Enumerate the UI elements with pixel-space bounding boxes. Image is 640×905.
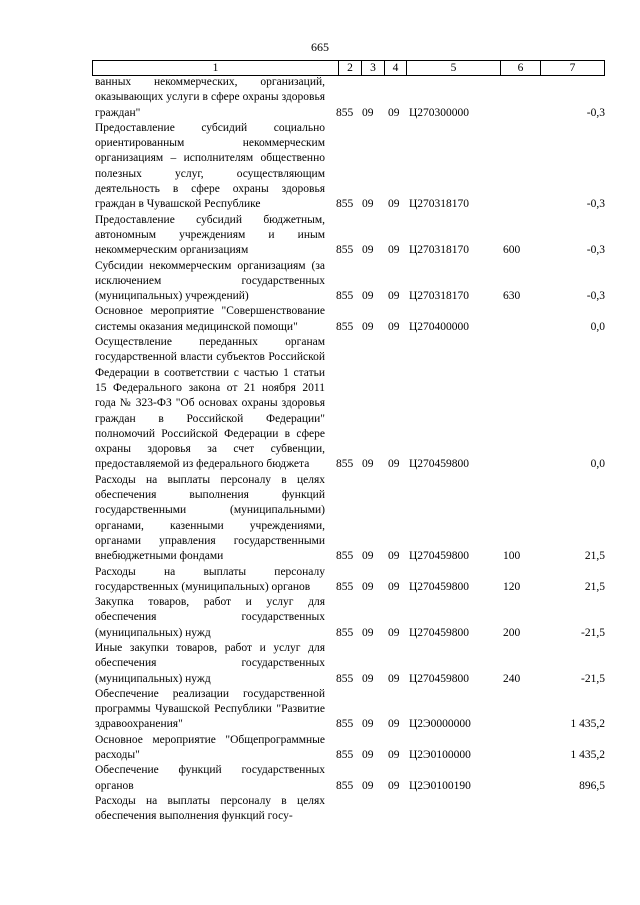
row-target-code: Ц270318170 [409, 198, 470, 211]
row-subsection-code-2: 09 [388, 106, 400, 119]
row-target-code: Ц270459800 [409, 626, 470, 639]
row-subsection-code: 09 [362, 106, 374, 119]
table-body [95, 75, 605, 825]
row-target-code: Ц2Э0100000 [409, 749, 471, 762]
row-subsection-code: 09 [362, 626, 374, 639]
row-description: Предоставление субсидий социально ориентированным некоммерческим организациям – исполнителям общественно полезных услуг, осуществляющим деятельность в сфере охраны здоровья граждан в Чувашской Республике [95, 121, 325, 211]
table-row [95, 259, 605, 305]
table-row [95, 565, 605, 596]
row-expense-type: 600 [503, 244, 521, 257]
page-number: 665 [311, 40, 329, 54]
row-subsection-code-2: 09 [388, 550, 400, 563]
row-target-code: Ц2Э0000000 [409, 718, 471, 731]
row-expense-type: 200 [503, 626, 521, 639]
row-target-code: Ц270459800 [409, 580, 470, 593]
row-section-code: 855 [336, 244, 354, 257]
row-description: ванных некоммерческих, организаций, оказывающих услуги в сфере охраны здоровья граждан" [95, 76, 325, 119]
row-target-code: Ц270300000 [409, 106, 470, 119]
row-amount: 21,5 [584, 550, 605, 563]
row-amount: 21,5 [584, 580, 605, 593]
table-row [95, 75, 605, 121]
row-target-code: Ц270318170 [409, 244, 470, 257]
row-subsection-code: 09 [362, 779, 374, 792]
row-target-code: Ц2Э0100190 [409, 779, 471, 792]
row-target-code: Ц270459800 [409, 672, 470, 685]
row-section-code: 855 [336, 320, 354, 333]
header-col-2: 2 [339, 61, 362, 75]
row-amount: 1 435,2 [570, 718, 605, 731]
row-subsection-code-2: 09 [388, 580, 400, 593]
row-subsection-code-2: 09 [388, 749, 400, 762]
row-description: Осуществление переданных органам государственной власти субъектов Российской Федерации в соответствии с частью 1 статьи 15 Федерального закона от 21 ноября 2011 года № 323-ФЗ "Об основах охраны здоровья граждан в Российской Федерации" полномочий Российской Федерации в сфере охраны здоровья за счет субвенции, предоставляемой из федерального бюджета [95, 336, 325, 471]
row-subsection-code: 09 [362, 320, 374, 333]
row-amount: 0,0 [590, 320, 605, 333]
row-expense-type: 240 [503, 672, 521, 685]
row-section-code: 855 [336, 672, 354, 685]
row-description: Расходы на выплаты персоналу государственных (муниципальных) органов [95, 565, 325, 593]
row-subsection-code: 09 [362, 290, 374, 303]
table-row [95, 641, 605, 687]
row-section-code: 855 [336, 779, 354, 792]
row-subsection-code-2: 09 [388, 290, 400, 303]
row-amount: -0,3 [586, 106, 605, 119]
row-subsection-code: 09 [362, 749, 374, 762]
table-row [95, 794, 605, 825]
table-row [95, 335, 605, 473]
row-subsection-code: 09 [362, 550, 374, 563]
table-row [95, 733, 605, 764]
header-col-1: 1 [93, 61, 339, 75]
row-subsection-code-2: 09 [388, 672, 400, 685]
row-subsection-code-2: 09 [388, 718, 400, 731]
row-subsection-code-2: 09 [388, 198, 400, 211]
row-description: Основное мероприятие "Совершенствование системы оказания медицинской помощи" [95, 305, 325, 333]
row-section-code: 855 [336, 749, 354, 762]
row-target-code: Ц270459800 [409, 458, 470, 471]
row-amount: 896,5 [579, 779, 605, 792]
row-subsection-code-2: 09 [388, 320, 400, 333]
row-section-code: 855 [336, 106, 354, 119]
row-amount: 0,0 [590, 458, 605, 471]
row-subsection-code: 09 [362, 672, 374, 685]
row-description: Субсидии некоммерческим организациям (за исключением государственных (муниципальных) учреждений) [95, 259, 325, 303]
row-target-code: Ц270318170 [409, 290, 470, 303]
row-expense-type: 120 [503, 580, 521, 593]
row-subsection-code-2: 09 [388, 244, 400, 257]
row-section-code: 855 [336, 290, 354, 303]
row-amount: -21,5 [581, 672, 605, 685]
header-col-7: 7 [569, 62, 576, 74]
table-row [95, 473, 605, 565]
row-amount: 1 435,2 [570, 749, 605, 762]
row-subsection-code: 09 [362, 580, 374, 593]
row-expense-type: 100 [503, 550, 521, 563]
row-amount: -21,5 [581, 626, 605, 639]
table-row [95, 121, 605, 213]
row-amount: -0,3 [586, 244, 605, 257]
row-amount: -0,3 [586, 198, 605, 211]
row-description: Закупка товаров, работ и услуг для обеспечения государственных (муниципальных) нужд [95, 596, 325, 639]
table-row [95, 687, 605, 733]
table-row [95, 213, 605, 259]
row-section-code: 855 [336, 198, 354, 211]
table-row [95, 304, 605, 335]
row-target-code: Ц270459800 [409, 550, 470, 563]
row-description: Обеспечение реализации государственной программы Чувашской Республики "Развитие здравоохранения" [95, 687, 325, 731]
row-description: Иные закупки товаров, работ и услуг для обеспечения государственных (муниципальных) нужд [95, 641, 325, 685]
row-description: Обеспечение функций государственных органов [95, 764, 325, 792]
row-expense-type: 630 [503, 290, 521, 303]
row-description: Предоставление субсидий бюджетным, автономным учреждениям и иным некоммерческим организациям [95, 213, 325, 257]
row-section-code: 855 [336, 458, 354, 471]
row-section-code: 855 [336, 580, 354, 593]
row-description: Расходы на выплаты персоналу в целях обеспечения выполнения функций государственными (муниципальными) органами, казенными учреждениями, органами управления государственными внебюджетными фондами [95, 473, 325, 563]
row-section-code: 855 [336, 718, 354, 731]
header-col-4: 4 [385, 61, 407, 75]
row-subsection-code-2: 09 [388, 458, 400, 471]
row-subsection-code: 09 [362, 198, 374, 211]
table-row [95, 595, 605, 641]
table-header [92, 60, 605, 76]
row-target-code: Ц270400000 [409, 320, 470, 333]
row-subsection-code: 09 [362, 244, 374, 257]
table-row [95, 763, 605, 794]
row-section-code: 855 [336, 550, 354, 563]
row-section-code: 855 [336, 626, 354, 639]
header-col-5: 5 [407, 61, 501, 75]
row-subsection-code-2: 09 [388, 626, 400, 639]
row-subsection-code: 09 [362, 458, 374, 471]
row-amount: -0,3 [586, 290, 605, 303]
header-col-6: 6 [501, 61, 541, 75]
row-description: Расходы на выплаты персоналу в целях обеспечения выполнения функций госу- [95, 794, 325, 823]
row-description: Основное мероприятие "Общепрограммные расходы" [95, 733, 325, 762]
row-subsection-code: 09 [362, 718, 374, 731]
header-col-3: 3 [362, 61, 385, 75]
row-subsection-code-2: 09 [388, 779, 400, 792]
